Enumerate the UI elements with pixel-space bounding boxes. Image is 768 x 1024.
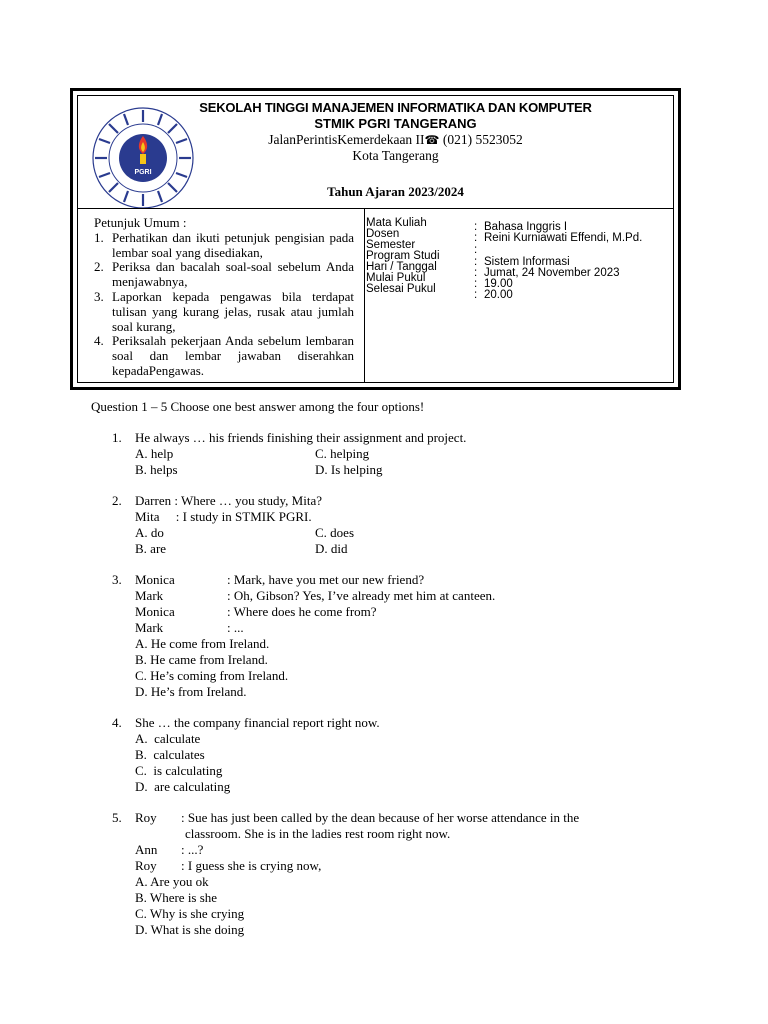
colon: : — [474, 267, 478, 279]
speaker: Monica — [135, 572, 175, 587]
value-program-studi: Sistem Informasi — [484, 256, 570, 268]
option-b: B. are — [135, 541, 167, 556]
question-text: She … the company financial report right now. — [135, 715, 380, 730]
address: JalanPerintisKemerdekaan II — [268, 132, 425, 147]
value-mulai-pukul: 19.00 — [484, 278, 513, 290]
question-list — [112, 430, 579, 938]
header-divider — [78, 208, 673, 209]
question-number: 4. — [112, 715, 122, 730]
academic-year: Tahun Ajaran 2023/2024 — [327, 184, 464, 199]
city: Kota Tangerang — [352, 148, 439, 163]
speaker: Roy — [135, 858, 157, 873]
exam-header-box — [70, 88, 681, 390]
question-number: 1. — [112, 430, 122, 445]
dialog-text: : ... — [227, 620, 244, 635]
option-b: B. calculates — [135, 747, 205, 762]
option-c: C. Why is she crying — [135, 906, 245, 921]
question-number: 5. — [112, 810, 122, 825]
school-name: STMIK PGRI TANGERANG — [314, 116, 477, 131]
label-program-studi: Program Studi — [366, 250, 440, 262]
option-d: D. did — [315, 541, 348, 556]
speaker: Mark — [135, 588, 164, 603]
speaker — [135, 826, 185, 842]
value-mata-kuliah: Bahasa Inggris I — [484, 221, 568, 233]
instruction-item: 2. Periksa dan bacalah soal-soal sebelum Anda menjawabnya, — [94, 259, 354, 290]
option-b: B. helps — [135, 462, 178, 477]
speaker: Roy — [135, 810, 157, 825]
option-a: A. Are you ok — [135, 874, 209, 889]
dialog-text: : Oh, Gibson? Yes, I’ve already met him at canteen. — [227, 588, 496, 603]
instruction-item: 4. Periksalah pekerjaan Anda sebelum lembaran soal dan lembar jawaban diserahkan kepadaPengawas. — [94, 333, 354, 378]
colon: : — [474, 221, 478, 233]
option-d: D. are calculating — [135, 779, 231, 794]
option-a: A. help — [135, 446, 174, 461]
question-3 — [112, 572, 579, 700]
general-instructions — [92, 216, 354, 379]
speaker: Mark — [135, 620, 164, 635]
option-a: A. calculate — [135, 731, 201, 746]
instructions-title: Petunjuk Umum : — [94, 215, 187, 230]
colon: : — [474, 256, 478, 268]
label-dosen: Dosen — [366, 228, 400, 240]
column-divider — [364, 209, 365, 382]
logo-text: PGRI — [134, 169, 152, 176]
dialog-line: Darren : Where … you study, Mita? — [135, 493, 323, 508]
colon: : — [474, 244, 478, 256]
option-b: B. Where is she — [135, 890, 218, 905]
dialog-line: Mita : I study in STMIK PGRI. — [135, 509, 312, 524]
label-mulai-pukul: Mulai Pukul — [366, 272, 426, 284]
instruction-item: 3. Laporkan kepada pengawas bila terdapat tulisan yang kurang jelas, rusak atau jumlah soal kurang, — [94, 288, 354, 334]
option-c: C. does — [315, 525, 354, 540]
question-number: 2. — [112, 493, 122, 508]
instructions-list — [92, 231, 354, 379]
option-c: C. is calculating — [135, 763, 223, 778]
dialog-text: classroom. She is in the ladies rest room right now. — [185, 826, 451, 841]
school-address-line — [118, 132, 673, 148]
option-d: D. What is she doing — [135, 922, 245, 937]
dialog-text: : Sue has just been called by the dean because of her worse attendance in the — [181, 810, 580, 825]
dialog-text: : Where does he come from? — [227, 604, 377, 619]
questions-intro: Question 1 – 5 Choose one best answer among the four options! — [91, 399, 425, 414]
question-4 — [112, 715, 579, 795]
colon: : — [474, 232, 478, 244]
dialog-text: : Mark, have you met our new friend? — [227, 572, 425, 587]
value-dosen: Reini Kurniawati Effendi, M.Pd. — [484, 232, 643, 244]
speaker: Ann — [135, 842, 158, 857]
label-hari-tanggal: Hari / Tanggal — [366, 261, 437, 273]
colon: : — [474, 289, 478, 301]
option-b: B. He came from Ireland. — [135, 652, 268, 667]
label-mata-kuliah: Mata Kuliah — [366, 217, 427, 229]
colon: : — [474, 278, 478, 290]
option-c: C. He’s coming from Ireland. — [135, 668, 289, 683]
value-hari-tanggal: Jumat, 24 November 2023 — [484, 267, 620, 279]
institution-name: SEKOLAH TINGGI MANAJEMEN INFORMATIKA DAN KOMPUTER — [199, 100, 592, 115]
value-selesai-pukul: 20.00 — [484, 289, 513, 301]
question-5 — [112, 810, 579, 938]
speaker: Monica — [135, 604, 175, 619]
label-selesai-pukul: Selesai Pukul — [366, 283, 436, 295]
option-c: C. helping — [315, 446, 370, 461]
option-d: D. Is helping — [315, 462, 383, 477]
question-number: 3. — [112, 572, 122, 587]
label-semester: Semester — [366, 239, 416, 251]
question-2 — [112, 493, 579, 557]
dialog-text: : ...? — [181, 842, 204, 857]
telephone-icon: ☎ — [424, 133, 440, 147]
option-a: A. do — [135, 525, 164, 540]
question-1 — [112, 430, 579, 478]
option-a: A. He come from Ireland. — [135, 636, 270, 651]
option-d: D. He’s from Ireland. — [135, 684, 247, 699]
question-text: He always … his friends finishing their assignment and project. — [135, 430, 467, 445]
phone-number: (021) 5523052 — [442, 132, 523, 147]
dialog-text: : I guess she is crying now, — [181, 858, 322, 873]
instruction-item: 1. Perhatikan dan ikuti petunjuk pengisian pada lembar soal yang disediakan, — [94, 229, 354, 260]
